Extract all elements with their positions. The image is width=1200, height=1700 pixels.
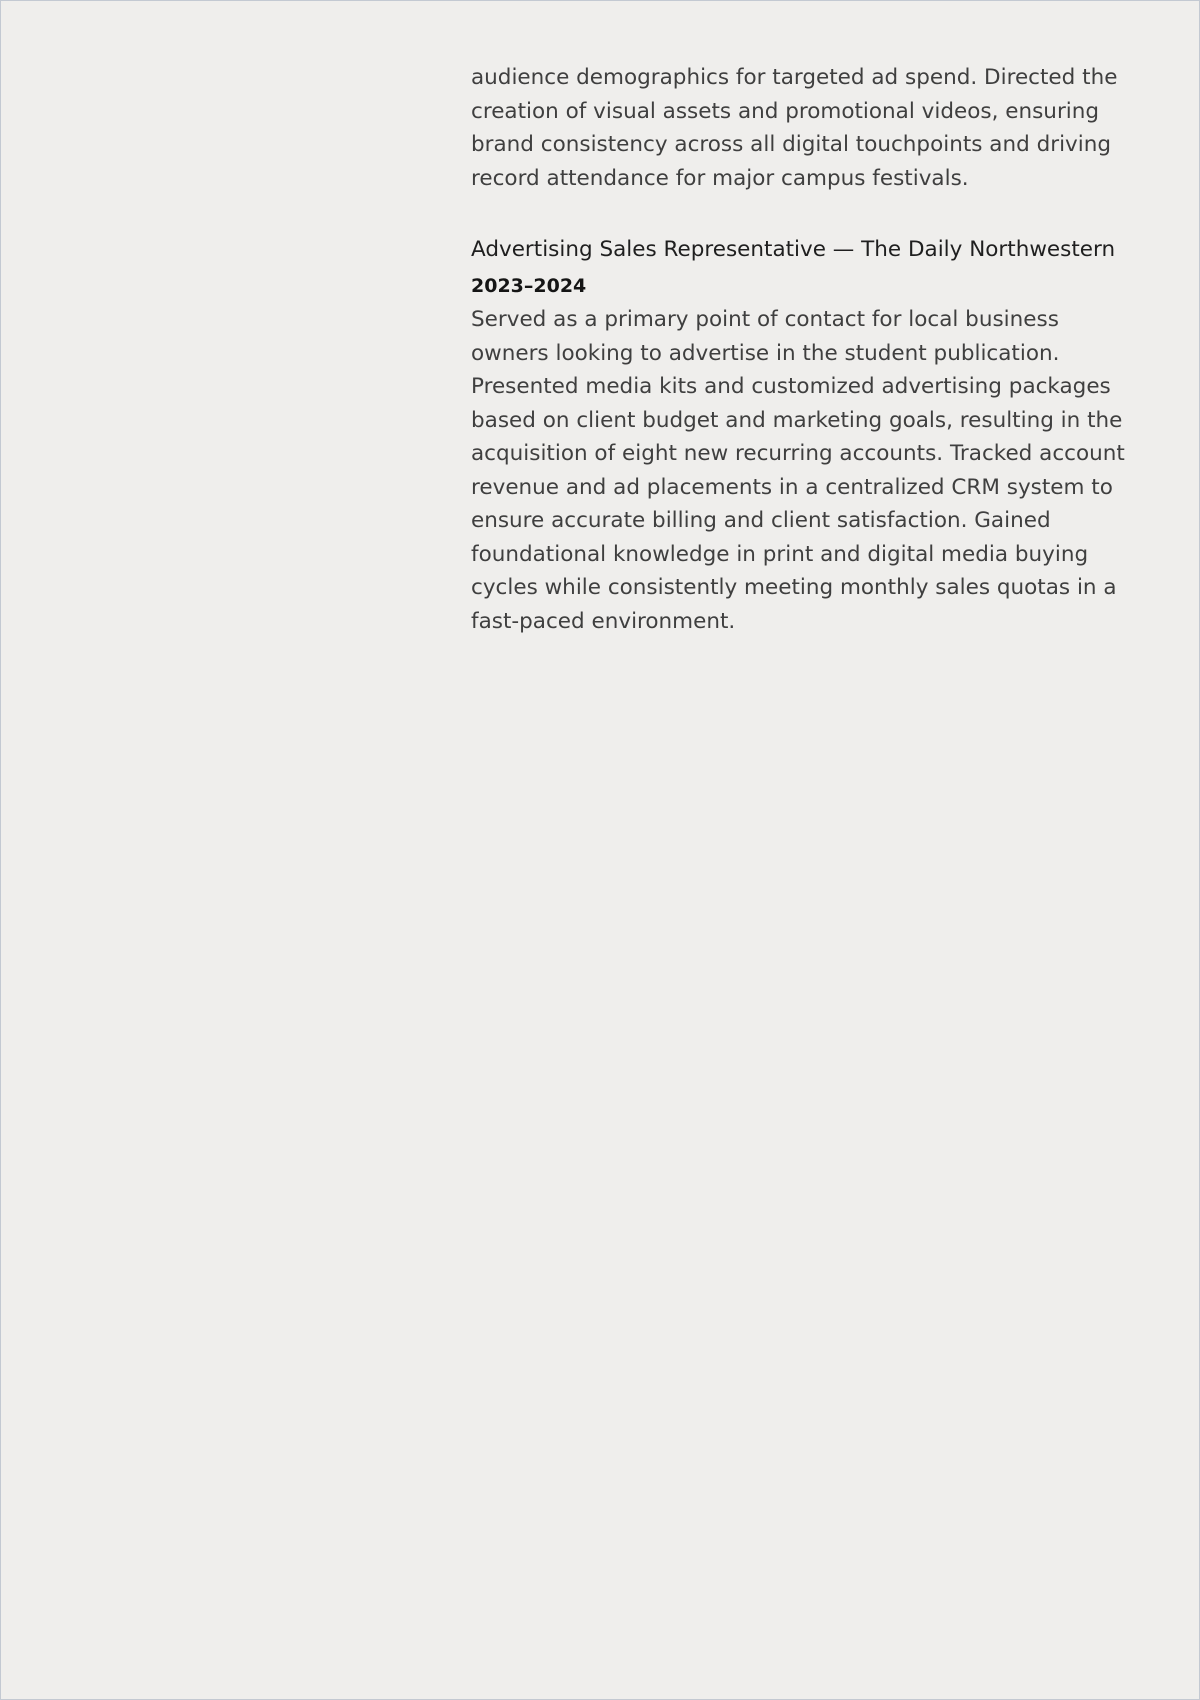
experience-entry: [471, 233, 1131, 638]
previous-job-description-continued: audience demographics for targeted ad spend. Directed the creation of visual assets and promotional videos, ensuring brand consistency across all digital touchpoints and driving record attendance for major campus festivals.: [471, 65, 1118, 191]
job-title: Advertising Sales Representative — The Daily Northwestern: [471, 237, 1116, 262]
job-dates: 2023–2024: [471, 275, 587, 297]
experience-column: [471, 61, 1131, 638]
job-description: Served as a primary point of contact for local business owners looking to advertise in the student publication. Presented media kits and customized advertising packages based on client budget and marketing goals, resulting in the acquisition of eight new recurring accounts. Tracked account revenue and ad placements in a centralized CRM system to ensure accurate billing and client satisfaction. Gained foundational knowledge in print and digital media buying cycles while consistently meeting monthly sales quotas in a fast-paced environment.: [471, 307, 1125, 634]
